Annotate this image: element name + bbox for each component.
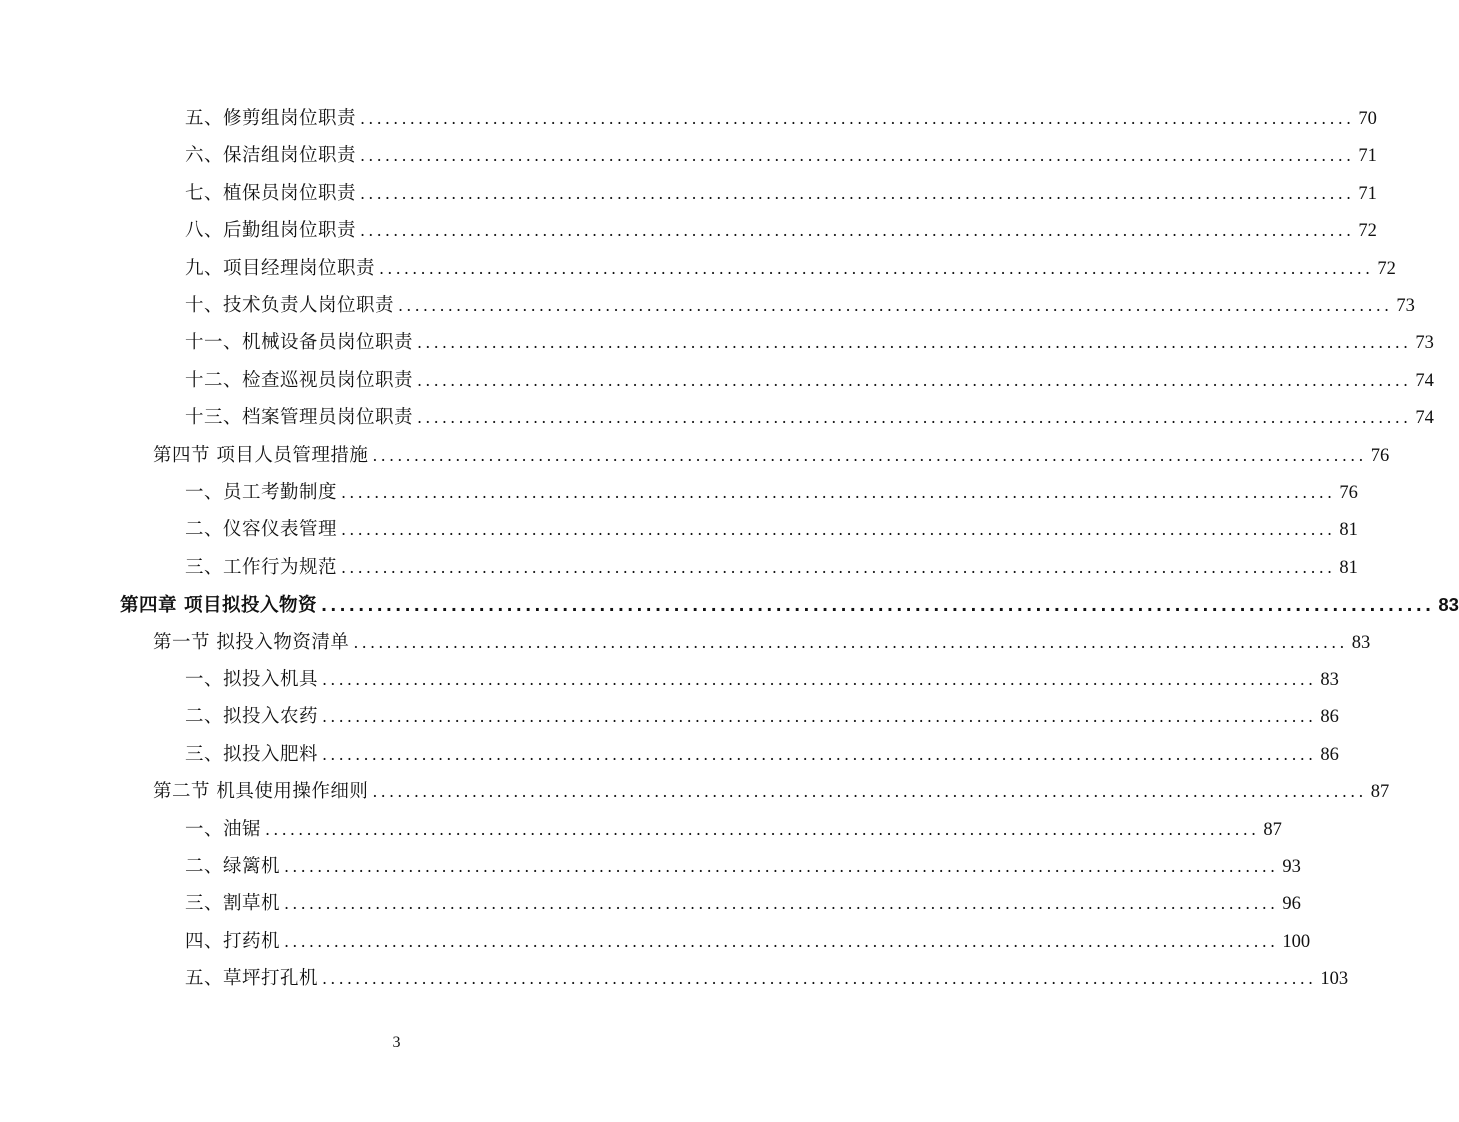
toc-entry-page: 96 [1282, 894, 1301, 915]
toc-dot-leader: ........................................................................................................................ [322, 744, 1317, 764]
toc-entry-label: 九、项目经理岗位职责 [185, 257, 376, 279]
toc-entry-section[interactable] [153, 624, 1371, 661]
toc-entry-page: 86 [1320, 744, 1339, 765]
toc-entry-label: 二、绿篱机 [185, 856, 281, 877]
toc-entry-page: 72 [1377, 258, 1396, 279]
toc-entry-item[interactable] [185, 137, 1377, 174]
toc-dot-leader: ........................................................................................................................ [360, 183, 1355, 203]
toc-entry-page: 87 [1263, 819, 1282, 840]
toc-entry-label: 五、草坪打孔机 [185, 968, 319, 990]
toc-entry-label: 十、技术负责人岗位职责 [185, 295, 395, 316]
toc-entry-item[interactable] [185, 698, 1339, 735]
toc-entry-page: 93 [1282, 857, 1301, 877]
toc-entry-label: 十一、机械设备员岗位职责 [185, 332, 414, 354]
toc-dot-leader: ........................................................................................................................ [341, 483, 1336, 502]
toc-entry-page: 70 [1358, 109, 1377, 129]
toc-entry-page: 100 [1282, 931, 1311, 952]
toc-entry-item[interactable] [185, 511, 1358, 548]
toc-entry-item[interactable] [185, 960, 1349, 997]
toc-entry-page: 74 [1415, 408, 1434, 429]
toc-entry-item[interactable] [185, 474, 1358, 511]
toc-entry-item[interactable] [185, 848, 1301, 885]
toc-entry-section[interactable] [153, 437, 1390, 474]
toc-entry-label: 一、油锯 [185, 818, 262, 840]
toc-entry-page: 71 [1358, 183, 1377, 204]
toc-dot-leader: ........................................................................................................................ [341, 520, 1336, 540]
toc-dot-leader: ........................................................................................................................ [320, 596, 1435, 616]
toc-dot-leader: ........................................................................................................................ [360, 146, 1355, 166]
toc-entry-label: 三、割草机 [185, 893, 281, 915]
toc-entry-label: 七、植保员岗位职责 [185, 182, 357, 204]
toc-entry-label: 六、保洁组岗位职责 [185, 145, 357, 167]
toc-dot-leader: ........................................................................................................................ [284, 894, 1279, 914]
toc-dot-leader: ........................................................................................................................ [353, 632, 1348, 652]
toc-entry-label: 第二节 机具使用操作细则 [153, 781, 369, 803]
toc-dot-leader: ........................................................................................................................ [284, 857, 1279, 876]
toc-entry-chapter[interactable] [120, 586, 1459, 623]
toc-dot-leader: ........................................................................................................................ [379, 258, 1374, 278]
toc-dot-leader: ........................................................................................................................ [398, 296, 1393, 315]
toc-entry-page: 76 [1339, 483, 1358, 503]
toc-entry-page: 81 [1339, 520, 1358, 541]
toc-dot-leader: ........................................................................................................................ [322, 670, 1317, 689]
toc-entry-page: 74 [1415, 370, 1434, 391]
toc-entry-page: 76 [1370, 445, 1390, 466]
toc-dot-leader: ........................................................................................................................ [417, 333, 1412, 353]
toc-entry-page: 72 [1358, 221, 1377, 242]
toc-entry-page: 87 [1370, 782, 1390, 803]
toc-dot-leader: ........................................................................................................................ [372, 445, 1367, 465]
toc-dot-leader: ........................................................................................................................ [341, 557, 1336, 577]
toc-entry-item[interactable] [185, 324, 1434, 361]
toc-dot-leader: ........................................................................................................................ [417, 370, 1412, 390]
toc-entry-item[interactable] [185, 923, 1311, 960]
toc-entry-item[interactable] [185, 100, 1377, 137]
toc-entry-page: 73 [1415, 333, 1434, 354]
page-number: 3 [392, 1034, 401, 1051]
toc-entry-page: 103 [1320, 969, 1349, 990]
toc-entry-page: 86 [1320, 707, 1339, 728]
toc-entry-page: 73 [1396, 296, 1415, 316]
toc-entry-item[interactable] [185, 736, 1339, 773]
toc-entry-item[interactable] [185, 399, 1434, 436]
toc-dot-leader: ........................................................................................................................ [360, 221, 1355, 241]
toc-entry-label: 第一节 拟投入物资清单 [153, 631, 350, 653]
toc-entry-item[interactable] [185, 549, 1358, 586]
toc-entry-label: 二、拟投入农药 [185, 706, 319, 728]
toc-entry-label: 第四节 项目人员管理措施 [153, 444, 369, 466]
toc-entry-page: 81 [1339, 557, 1358, 578]
toc-dot-leader: ........................................................................................................................ [322, 969, 1317, 989]
toc-entry-label: 十三、档案管理员岗位职责 [185, 407, 414, 429]
toc-entry-page: 83 [1320, 670, 1339, 690]
toc-entry-item[interactable] [185, 661, 1339, 698]
toc-entry-label: 三、工作行为规范 [185, 556, 338, 578]
toc-entry-label: 三、拟投入肥料 [185, 743, 319, 765]
toc-entry-page: 71 [1358, 146, 1377, 167]
toc-entry-item[interactable] [185, 885, 1301, 922]
toc-entry-item[interactable] [185, 250, 1396, 287]
toc-entry-label: 一、员工考勤制度 [185, 482, 338, 503]
toc-entry-item[interactable] [185, 212, 1377, 249]
toc-entry-label: 五、修剪组岗位职责 [185, 108, 357, 129]
toc-entry-item[interactable] [185, 175, 1377, 212]
toc-dot-leader: ........................................................................................................................ [322, 707, 1317, 727]
toc-entry-item[interactable] [185, 362, 1434, 399]
toc-entry-label: 第四章 项目拟投入物资 [120, 595, 317, 617]
toc-dot-leader: ........................................................................................................................ [265, 819, 1260, 839]
toc-entry-section[interactable] [153, 773, 1390, 810]
toc-entry-label: 十二、检查巡视员岗位职责 [185, 369, 414, 391]
toc-dot-leader: ........................................................................................................................ [417, 408, 1412, 428]
toc-dot-leader: ........................................................................................................................ [360, 109, 1355, 128]
toc-dot-leader: ........................................................................................................................ [372, 782, 1367, 802]
toc-entry-page: 83 [1351, 632, 1371, 653]
toc-dot-leader: ........................................................................................................................ [284, 931, 1279, 951]
toc-entry-item[interactable] [185, 811, 1282, 848]
toc-entry-label: 二、仪容仪表管理 [185, 519, 338, 541]
toc-entry-page: 83 [1438, 594, 1459, 616]
toc-entry-label: 四、打药机 [185, 930, 281, 952]
toc-entry-label: 一、拟投入机具 [185, 669, 319, 690]
toc-entry-item[interactable] [185, 287, 1415, 324]
toc-entry-label: 八、后勤组岗位职责 [185, 220, 357, 242]
